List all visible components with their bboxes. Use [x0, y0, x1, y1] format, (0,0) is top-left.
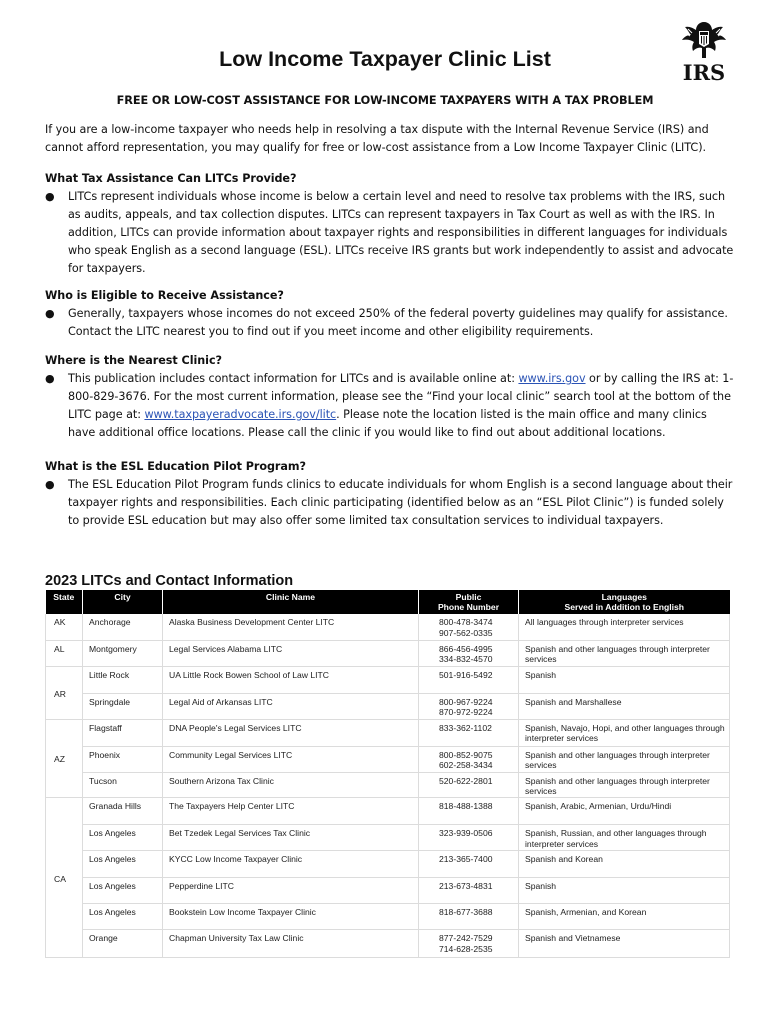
- cell-languages: Spanish, Navajo, Hopi, and other languages through interpreter services: [519, 719, 730, 746]
- cell-city: Phoenix: [83, 746, 163, 772]
- table-row: [46, 640, 730, 666]
- phone-line: 818-677-3688: [439, 907, 493, 918]
- bullet-text: LITCs represent individuals whose income is below a certain level and need to resolve tax problems with the IRS, such as audits, appeals, and tax collection disputes. LITCs can represent taxpayers in Tax Court as well as with the IRS. In addition, LITCs can provide information about taxpayer rights and responsibilities in different languages for individuals who speak English as a second language (ESL). LITCs receive IRS grants but work independently to assist and advocate for taxpayers.: [68, 190, 734, 275]
- phone-line: 818-488-1388: [439, 801, 493, 812]
- cell-languages: Spanish: [519, 878, 730, 904]
- phone-line: 501-916-5492: [439, 669, 493, 680]
- bullet-item: [45, 305, 735, 341]
- bullet-icon: ●: [45, 307, 55, 320]
- cell-languages: Spanish and Vietnamese: [519, 930, 730, 958]
- cell-state: AK: [46, 614, 83, 640]
- cell-clinic: Legal Aid of Arkansas LITC: [163, 693, 419, 719]
- cell-phone: [419, 666, 519, 693]
- cell-languages: Spanish and other languages through interpreter services: [519, 640, 730, 666]
- phone-line: 323-939-0506: [439, 828, 493, 839]
- cell-state: AR: [46, 666, 83, 719]
- phone-line: 334-832-4570: [439, 654, 493, 665]
- cell-phone: [419, 640, 519, 666]
- cell-clinic: Bookstein Low Income Taxpayer Clinic: [163, 904, 419, 930]
- cell-city: Springdale: [83, 693, 163, 719]
- phone-line: 800-478-3474: [439, 617, 493, 627]
- table-row: [46, 666, 730, 693]
- cell-state: AL: [46, 640, 83, 666]
- section-eligible: [45, 287, 735, 341]
- section-heading: What Tax Assistance Can LITCs Provide?: [45, 172, 297, 185]
- table-title: 2023 LITCs and Contact Information: [45, 573, 294, 589]
- header-phone-line1: Public: [455, 592, 482, 602]
- section-heading: What is the ESL Education Pilot Program?: [45, 460, 306, 473]
- cell-city: Tucson: [83, 772, 163, 798]
- cell-clinic: Legal Services Alabama LITC: [163, 640, 419, 666]
- cell-languages: Spanish and Korean: [519, 851, 730, 878]
- bullet-item: [45, 188, 735, 278]
- cell-state: AZ: [46, 719, 83, 798]
- cell-phone: [419, 772, 519, 798]
- header-phone-line2: Phone Number: [437, 602, 500, 612]
- cell-languages: Spanish and other languages through interpreter services: [519, 772, 730, 798]
- litc-table: [45, 590, 730, 958]
- phone-line: 800-852-9075: [439, 749, 493, 760]
- section-heading: Who is Eligible to Receive Assistance?: [45, 289, 284, 302]
- bullet-item: [45, 370, 735, 442]
- phone-line: 520-622-2801: [439, 775, 493, 786]
- phone-line: 866-456-4995: [439, 643, 493, 654]
- cell-clinic: The Taxpayers Help Center LITC: [163, 798, 419, 825]
- phone-line: 870-972-9224: [439, 707, 493, 718]
- phone-line: 800-967-9224: [439, 696, 493, 707]
- cell-clinic: Southern Arizona Tax Clinic: [163, 772, 419, 798]
- cell-clinic: UA Little Rock Bowen School of Law LITC: [163, 666, 419, 693]
- cell-phone: [419, 614, 519, 640]
- cell-city: Los Angeles: [83, 904, 163, 930]
- table-row: [46, 878, 730, 904]
- bullet-icon: ●: [45, 372, 55, 385]
- header-clinic: Clinic Name: [163, 590, 419, 614]
- phone-line: 877-242-7529: [439, 933, 493, 944]
- litc-page-link[interactable]: www.taxpayeradvocate.irs.gov/litc: [144, 408, 337, 421]
- bullet-text-part3: . Please note the location listed is the main office and many clinics have additional office locations. Please call the clinic if you would like to find out about additional locations.: [68, 408, 707, 439]
- section-esl: [45, 458, 735, 530]
- cell-clinic: Community Legal Services LITC: [163, 746, 419, 772]
- cell-state: CA: [46, 798, 83, 958]
- cell-languages: Spanish and Marshallese: [519, 693, 730, 719]
- cell-phone: [419, 851, 519, 878]
- cell-phone: [419, 930, 519, 958]
- cell-phone: [419, 746, 519, 772]
- page-title: Low Income Taxpayer Clinic List: [219, 47, 551, 71]
- phone-line: 213-673-4831: [439, 881, 493, 892]
- cell-city: Orange: [83, 930, 163, 958]
- cell-city: Anchorage: [83, 614, 163, 640]
- header-phone: [419, 590, 519, 614]
- cell-clinic: DNA People's Legal Services LITC: [163, 719, 419, 746]
- cell-languages: All languages through interpreter services: [519, 614, 730, 640]
- bullet-text-part1: This publication includes contact information for LITCs and is available online at:: [68, 372, 519, 385]
- cell-city: Little Rock: [83, 666, 163, 693]
- cell-phone: [419, 719, 519, 746]
- bullet-icon: ●: [45, 478, 55, 491]
- section-nearest: [45, 352, 735, 442]
- table-row: [46, 693, 730, 719]
- cell-languages: Spanish and other languages through interpreter services: [519, 746, 730, 772]
- cell-clinic: KYCC Low Income Taxpayer Clinic: [163, 851, 419, 878]
- table-row: [46, 904, 730, 930]
- cell-city: Los Angeles: [83, 825, 163, 851]
- table-row: [46, 851, 730, 878]
- cell-languages: Spanish: [519, 666, 730, 693]
- table-row: [46, 930, 730, 958]
- table-row: [46, 772, 730, 798]
- bullet-icon: ●: [45, 190, 55, 203]
- cell-languages: Spanish, Armenian, and Korean: [519, 904, 730, 930]
- bullet-text: Generally, taxpayers whose incomes do not exceed 250% of the federal poverty guidelines may qualify for assistance. Contact the LITC nearest you to find out if you meet income and other eligibility requirements.: [68, 307, 728, 338]
- section-provide: [45, 170, 735, 278]
- header-city: City: [83, 590, 163, 614]
- cell-phone: [419, 825, 519, 851]
- header-state: State: [46, 590, 83, 614]
- cell-phone: [419, 693, 519, 719]
- cell-clinic: Bet Tzedek Legal Services Tax Clinic: [163, 825, 419, 851]
- cell-phone: [419, 798, 519, 825]
- table-header-row: [46, 590, 730, 614]
- cell-city: Granada Hills: [83, 798, 163, 825]
- cell-phone: [419, 878, 519, 904]
- bullet-item: [45, 476, 735, 530]
- intro-paragraph: If you are a low-income taxpayer who needs help in resolving a tax dispute with the Internal Revenue Service (IRS) and cannot afford representation, you may qualify for free or low-cost assistance from a Low Income Taxpayer Clinic (LITC).: [45, 123, 709, 154]
- cell-languages: Spanish, Russian, and other languages through interpreter services: [519, 825, 730, 851]
- table-row: [46, 798, 730, 825]
- cell-city: Montgomery: [83, 640, 163, 666]
- cell-city: Los Angeles: [83, 878, 163, 904]
- phone-line: 213-365-7400: [439, 854, 493, 865]
- phone-line: 602-258-3434: [439, 760, 493, 771]
- cell-clinic: Alaska Business Development Center LITC: [163, 614, 419, 640]
- irs-gov-link[interactable]: www.irs.gov: [518, 372, 586, 385]
- section-heading: Where is the Nearest Clinic?: [45, 354, 222, 367]
- phone-line: 714-628-2535: [439, 943, 493, 954]
- page-subtitle: FREE OR LOW-COST ASSISTANCE FOR LOW-INCOME TAXPAYERS WITH A TAX PROBLEM: [116, 94, 654, 107]
- bullet-text: The ESL Education Pilot Program funds clinics to educate individuals for whom English is a second language about their taxpayer rights and responsibilities. Each clinic participating (identified below as an “ESL Pilot Clinic”) is funded solely to provide ESL education but may also offer some limited tax consultation services to individual taxpayers.: [68, 478, 733, 527]
- table-row: [46, 719, 730, 746]
- header-lang-line2: Served in Addition to English: [564, 602, 685, 612]
- bullet-text-part2: or by calling the IRS at: 1-800-829-3676. For the most current information, please see the “Find your local clinic” search tool at the bottom of the LITC page at:: [68, 372, 734, 421]
- table-row: [46, 825, 730, 851]
- cell-clinic: Chapman University Tax Law Clinic: [163, 930, 419, 958]
- cell-city: Flagstaff: [83, 719, 163, 746]
- cell-phone: [419, 904, 519, 930]
- header-lang-line1: Languages: [601, 592, 647, 602]
- cell-city: Los Angeles: [83, 851, 163, 878]
- cell-languages: Spanish, Arabic, Armenian, Urdu/Hindi: [519, 798, 730, 825]
- table-row: [46, 614, 730, 640]
- phone-line: 907-562-0335: [439, 627, 493, 638]
- table-row: [46, 746, 730, 772]
- phone-line: 833-362-1102: [439, 722, 492, 733]
- irs-logo-text: IRS: [682, 60, 726, 85]
- cell-clinic: Pepperdine LITC: [163, 878, 419, 904]
- header-languages: [519, 590, 730, 614]
